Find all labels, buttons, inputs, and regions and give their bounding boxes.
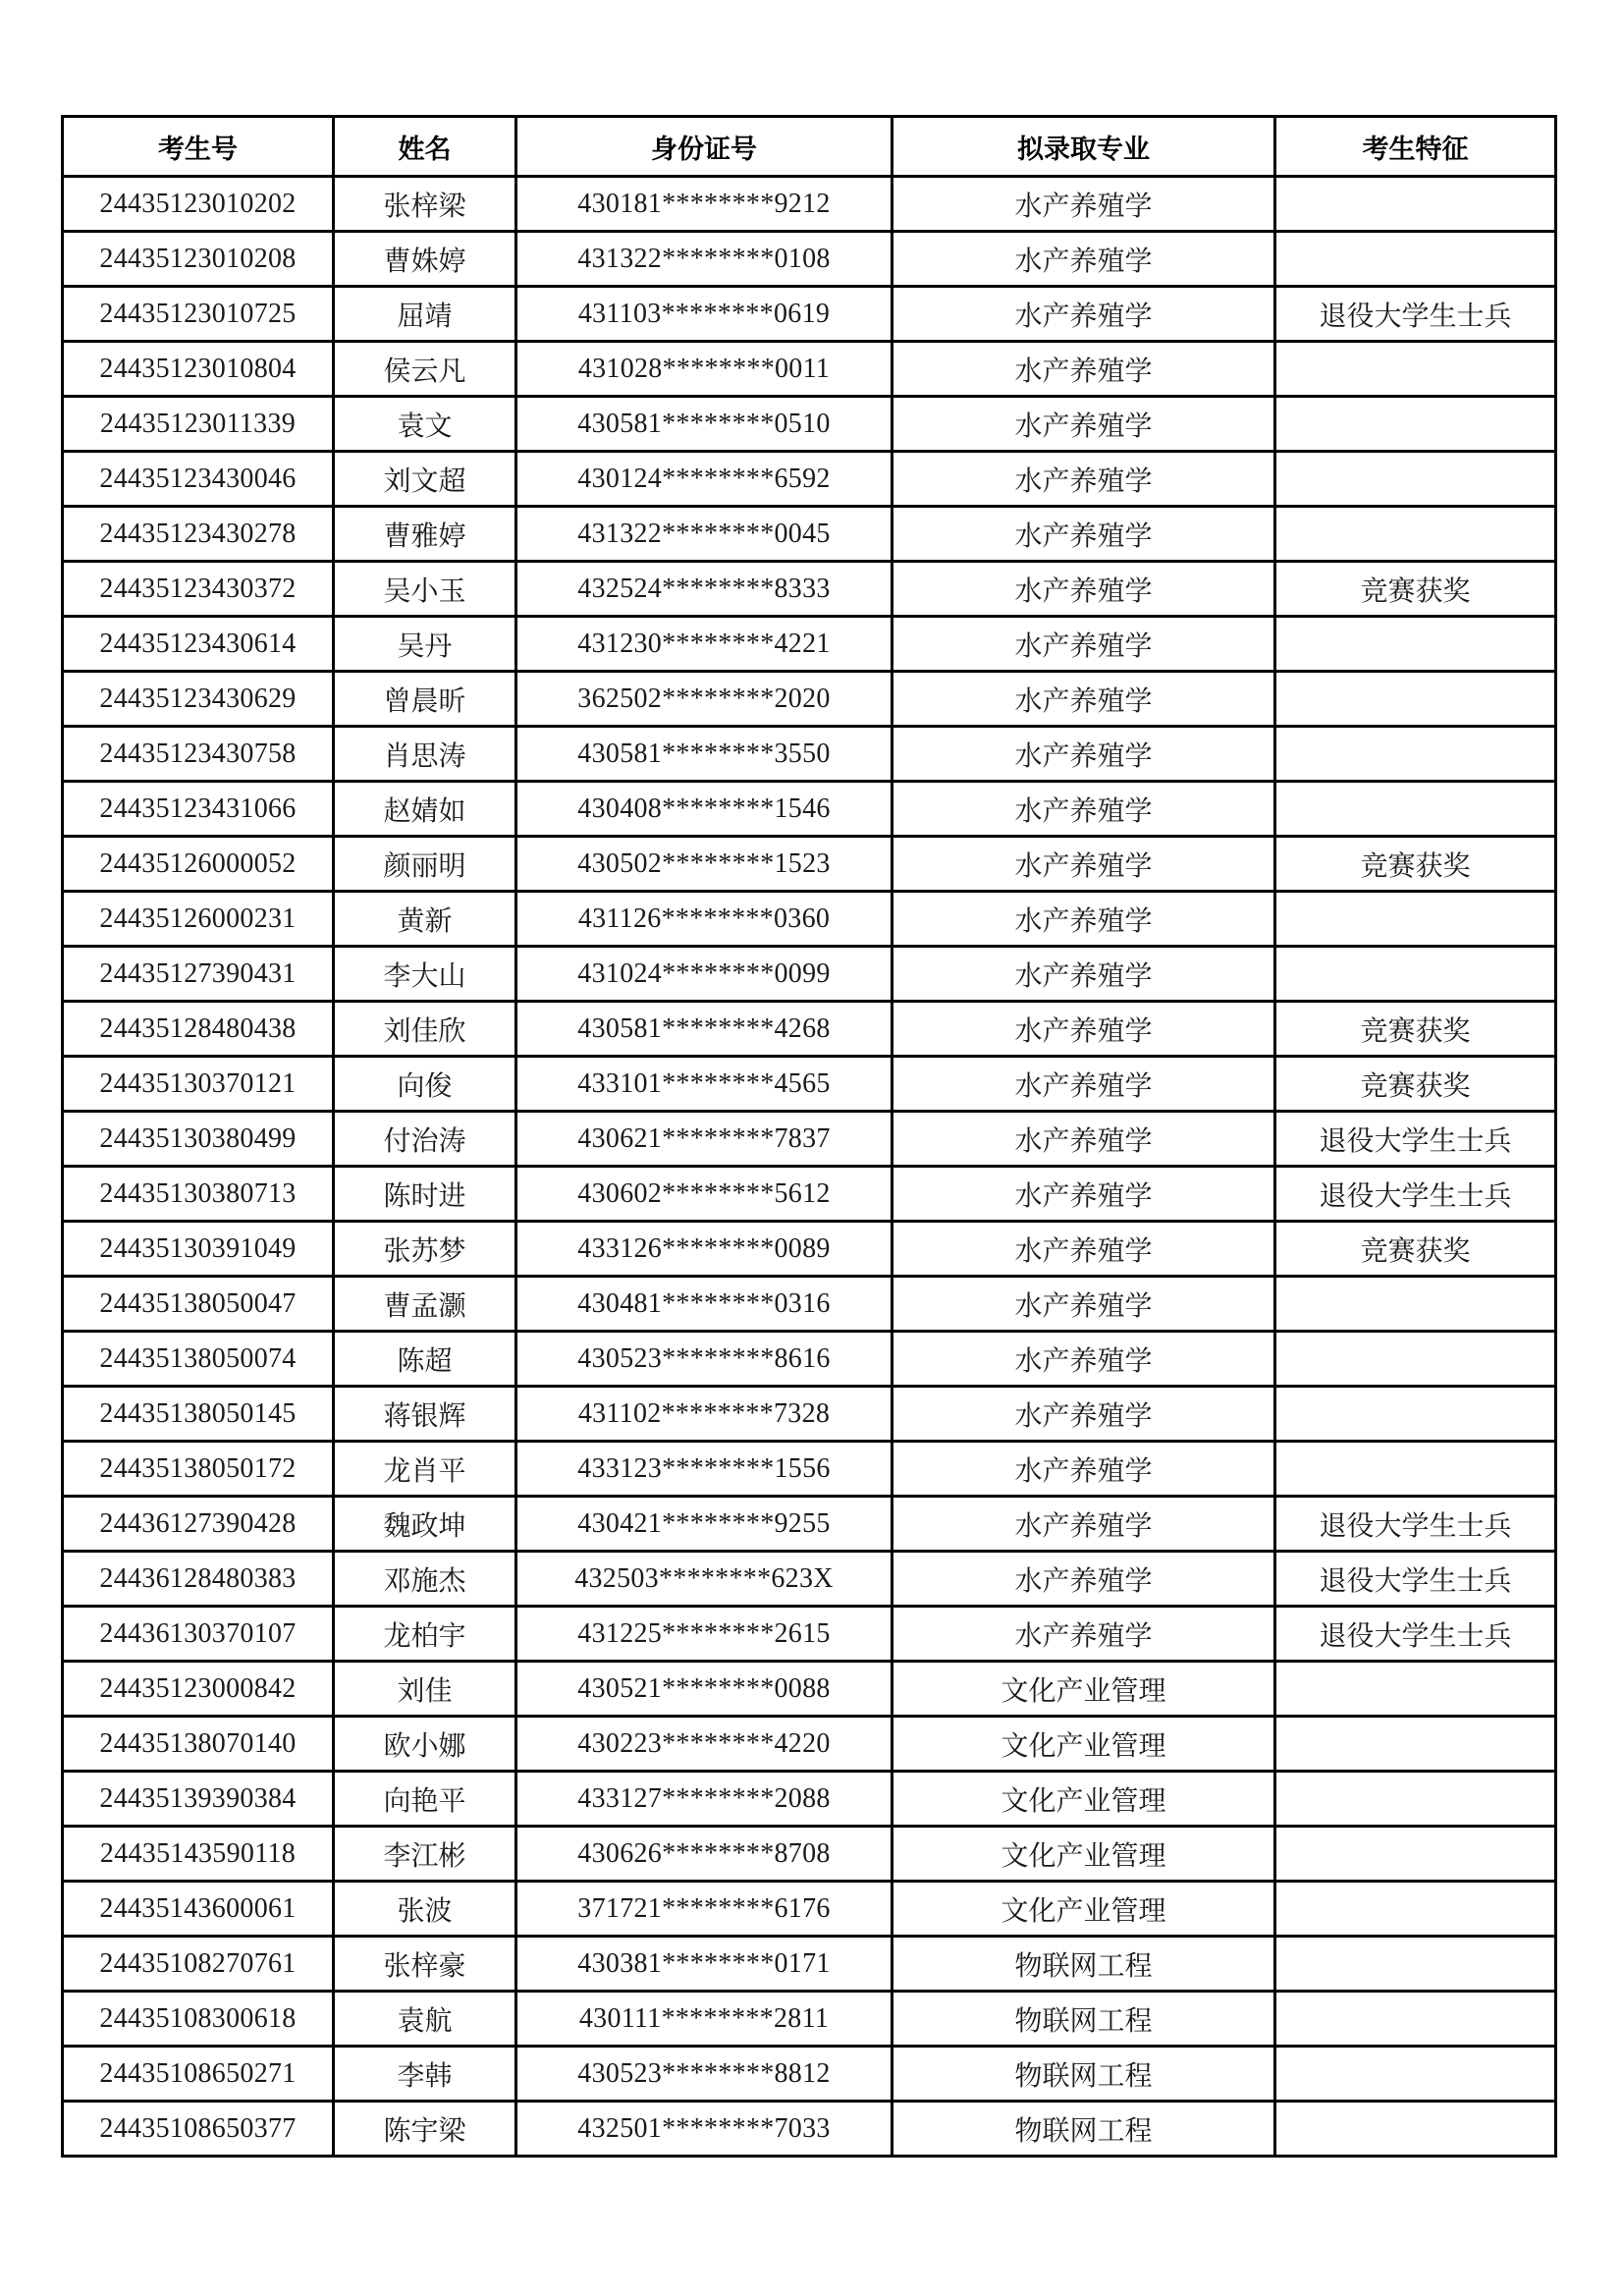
cell-feature: 竞赛获奖 — [1275, 1222, 1556, 1277]
cell-exam-number: 24435138050047 — [63, 1277, 334, 1332]
cell-id-number: 431230********4221 — [516, 617, 893, 672]
cell-id-number: 430626********8708 — [516, 1827, 893, 1882]
table-row — [63, 1882, 1556, 1937]
cell-exam-number: 24436127390428 — [63, 1497, 334, 1552]
cell-id-number: 430421********9255 — [516, 1497, 893, 1552]
table-row — [63, 617, 1556, 672]
cell-feature — [1275, 232, 1556, 287]
cell-name: 李韩 — [334, 2047, 516, 2102]
cell-exam-number: 24435138050172 — [63, 1442, 334, 1497]
cell-id-number: 430223********4220 — [516, 1717, 893, 1772]
cell-feature — [1275, 782, 1556, 837]
table-row — [63, 177, 1556, 232]
cell-id-number: 433101********4565 — [516, 1057, 893, 1112]
cell-feature: 退役大学生士兵 — [1275, 1607, 1556, 1662]
table-row — [63, 2047, 1556, 2102]
table-row — [63, 342, 1556, 397]
table-row — [63, 1607, 1556, 1662]
table-row — [63, 1552, 1556, 1607]
cell-major: 物联网工程 — [893, 1992, 1275, 2047]
cell-feature — [1275, 1442, 1556, 1497]
cell-major: 水产养殖学 — [893, 507, 1275, 562]
table-row — [63, 672, 1556, 727]
cell-exam-number: 24435108270761 — [63, 1937, 334, 1992]
cell-name: 屈靖 — [334, 287, 516, 342]
cell-feature — [1275, 727, 1556, 782]
cell-name: 魏政坤 — [334, 1497, 516, 1552]
cell-major: 水产养殖学 — [893, 1442, 1275, 1497]
cell-exam-number: 24436130370107 — [63, 1607, 334, 1662]
cell-name: 吴小玉 — [334, 562, 516, 617]
cell-name: 陈超 — [334, 1332, 516, 1387]
cell-name: 张梓豪 — [334, 1937, 516, 1992]
cell-feature — [1275, 1277, 1556, 1332]
cell-exam-number: 24435126000231 — [63, 892, 334, 947]
cell-exam-number: 24435108300618 — [63, 1992, 334, 2047]
cell-id-number: 431028********0011 — [516, 342, 893, 397]
table-row — [63, 2102, 1556, 2157]
cell-id-number: 430381********0171 — [516, 1937, 893, 1992]
cell-exam-number: 24435139390384 — [63, 1772, 334, 1827]
cell-major: 水产养殖学 — [893, 1112, 1275, 1167]
cell-major: 水产养殖学 — [893, 232, 1275, 287]
cell-id-number: 431225********2615 — [516, 1607, 893, 1662]
cell-exam-number: 24435143590118 — [63, 1827, 334, 1882]
cell-name: 曾晨昕 — [334, 672, 516, 727]
table-row — [63, 1057, 1556, 1112]
cell-id-number: 432501********7033 — [516, 2102, 893, 2157]
cell-exam-number: 24435130370121 — [63, 1057, 334, 1112]
cell-id-number: 431322********0108 — [516, 232, 893, 287]
cell-exam-number: 24435123010202 — [63, 177, 334, 232]
cell-major: 水产养殖学 — [893, 1332, 1275, 1387]
cell-feature — [1275, 1662, 1556, 1717]
cell-feature: 退役大学生士兵 — [1275, 1552, 1556, 1607]
header-name: 姓名 — [334, 117, 516, 177]
table-row — [63, 727, 1556, 782]
cell-id-number: 430181********9212 — [516, 177, 893, 232]
cell-feature — [1275, 1992, 1556, 2047]
cell-feature — [1275, 342, 1556, 397]
header-feature: 考生特征 — [1275, 117, 1556, 177]
cell-major: 水产养殖学 — [893, 562, 1275, 617]
cell-feature — [1275, 1332, 1556, 1387]
table-row — [63, 1497, 1556, 1552]
header-id-number: 身份证号 — [516, 117, 893, 177]
cell-name: 向俊 — [334, 1057, 516, 1112]
table-row — [63, 1002, 1556, 1057]
table-row — [63, 1992, 1556, 2047]
cell-feature — [1275, 452, 1556, 507]
cell-major: 文化产业管理 — [893, 1882, 1275, 1937]
cell-name: 颜丽明 — [334, 837, 516, 892]
cell-name: 龙肖平 — [334, 1442, 516, 1497]
cell-id-number: 430502********1523 — [516, 837, 893, 892]
cell-id-number: 430124********6592 — [516, 452, 893, 507]
cell-name: 曹姝婷 — [334, 232, 516, 287]
cell-name: 吴丹 — [334, 617, 516, 672]
table-row — [63, 947, 1556, 1002]
cell-major: 物联网工程 — [893, 2102, 1275, 2157]
table-body — [63, 177, 1556, 2157]
cell-major: 水产养殖学 — [893, 342, 1275, 397]
cell-feature — [1275, 2047, 1556, 2102]
table-row — [63, 287, 1556, 342]
table-row — [63, 892, 1556, 947]
cell-major: 水产养殖学 — [893, 287, 1275, 342]
table-header-row — [63, 117, 1556, 177]
cell-id-number: 430408********1546 — [516, 782, 893, 837]
cell-exam-number: 24435123010725 — [63, 287, 334, 342]
cell-feature — [1275, 617, 1556, 672]
cell-id-number: 431322********0045 — [516, 507, 893, 562]
cell-exam-number: 24435138050145 — [63, 1387, 334, 1442]
cell-name: 侯云凡 — [334, 342, 516, 397]
cell-id-number: 431024********0099 — [516, 947, 893, 1002]
cell-feature — [1275, 1772, 1556, 1827]
table-row — [63, 1112, 1556, 1167]
cell-major: 水产养殖学 — [893, 1222, 1275, 1277]
cell-id-number: 430521********0088 — [516, 1662, 893, 1717]
cell-id-number: 433123********1556 — [516, 1442, 893, 1497]
cell-major: 水产养殖学 — [893, 1387, 1275, 1442]
cell-name: 蒋银辉 — [334, 1387, 516, 1442]
admission-table — [61, 115, 1557, 2158]
cell-name: 陈宇梁 — [334, 2102, 516, 2157]
cell-feature: 竞赛获奖 — [1275, 562, 1556, 617]
cell-feature — [1275, 892, 1556, 947]
cell-major: 水产养殖学 — [893, 1057, 1275, 1112]
cell-major: 文化产业管理 — [893, 1827, 1275, 1882]
cell-major: 水产养殖学 — [893, 837, 1275, 892]
cell-exam-number: 24435123000842 — [63, 1662, 334, 1717]
cell-id-number: 371721********6176 — [516, 1882, 893, 1937]
cell-name: 刘佳 — [334, 1662, 516, 1717]
cell-exam-number: 24435108650377 — [63, 2102, 334, 2157]
cell-major: 水产养殖学 — [893, 1002, 1275, 1057]
cell-major: 文化产业管理 — [893, 1717, 1275, 1772]
cell-feature — [1275, 2102, 1556, 2157]
cell-exam-number: 24435108650271 — [63, 2047, 334, 2102]
cell-id-number: 430481********0316 — [516, 1277, 893, 1332]
cell-name: 向艳平 — [334, 1772, 516, 1827]
cell-exam-number: 24435128480438 — [63, 1002, 334, 1057]
cell-exam-number: 24435123430629 — [63, 672, 334, 727]
header-exam-number: 考生号 — [63, 117, 334, 177]
cell-exam-number: 24435130380499 — [63, 1112, 334, 1167]
table-row — [63, 1717, 1556, 1772]
table-row — [63, 1662, 1556, 1717]
cell-exam-number: 24435123430278 — [63, 507, 334, 562]
cell-name: 张苏梦 — [334, 1222, 516, 1277]
cell-id-number: 430581********3550 — [516, 727, 893, 782]
cell-feature: 退役大学生士兵 — [1275, 1167, 1556, 1222]
cell-id-number: 432524********8333 — [516, 562, 893, 617]
cell-id-number: 430581********4268 — [516, 1002, 893, 1057]
cell-feature — [1275, 947, 1556, 1002]
cell-exam-number: 24435130391049 — [63, 1222, 334, 1277]
table-row — [63, 562, 1556, 617]
cell-major: 文化产业管理 — [893, 1662, 1275, 1717]
cell-name: 刘文超 — [334, 452, 516, 507]
cell-exam-number: 24435138050074 — [63, 1332, 334, 1387]
cell-major: 水产养殖学 — [893, 727, 1275, 782]
table-row — [63, 1772, 1556, 1827]
table-row — [63, 1332, 1556, 1387]
cell-major: 文化产业管理 — [893, 1772, 1275, 1827]
cell-major: 水产养殖学 — [893, 177, 1275, 232]
cell-major: 物联网工程 — [893, 2047, 1275, 2102]
cell-major: 水产养殖学 — [893, 947, 1275, 1002]
cell-feature — [1275, 1882, 1556, 1937]
cell-feature — [1275, 1937, 1556, 1992]
cell-feature: 竞赛获奖 — [1275, 1057, 1556, 1112]
cell-name: 黄新 — [334, 892, 516, 947]
cell-exam-number: 24435143600061 — [63, 1882, 334, 1937]
table-row — [63, 1827, 1556, 1882]
cell-feature: 退役大学生士兵 — [1275, 287, 1556, 342]
cell-id-number: 430523********8812 — [516, 2047, 893, 2102]
table-row — [63, 1167, 1556, 1222]
cell-name: 曹孟灏 — [334, 1277, 516, 1332]
cell-feature: 退役大学生士兵 — [1275, 1497, 1556, 1552]
cell-id-number: 362502********2020 — [516, 672, 893, 727]
table-row — [63, 232, 1556, 287]
table-row — [63, 1387, 1556, 1442]
cell-exam-number: 24435127390431 — [63, 947, 334, 1002]
cell-id-number: 430111********2811 — [516, 1992, 893, 2047]
cell-exam-number: 24435126000052 — [63, 837, 334, 892]
cell-id-number: 433126********0089 — [516, 1222, 893, 1277]
cell-name: 李大山 — [334, 947, 516, 1002]
cell-exam-number: 24435123430046 — [63, 452, 334, 507]
cell-exam-number: 24435130380713 — [63, 1167, 334, 1222]
cell-major: 水产养殖学 — [893, 617, 1275, 672]
cell-major: 水产养殖学 — [893, 1277, 1275, 1332]
cell-name: 曹雅婷 — [334, 507, 516, 562]
table-row — [63, 1277, 1556, 1332]
cell-major: 水产养殖学 — [893, 672, 1275, 727]
cell-feature: 竞赛获奖 — [1275, 1002, 1556, 1057]
cell-major: 水产养殖学 — [893, 1167, 1275, 1222]
cell-major: 水产养殖学 — [893, 1607, 1275, 1662]
cell-id-number: 430621********7837 — [516, 1112, 893, 1167]
cell-feature — [1275, 672, 1556, 727]
cell-id-number: 432503********623X — [516, 1552, 893, 1607]
cell-exam-number: 24435123431066 — [63, 782, 334, 837]
cell-name: 袁航 — [334, 1992, 516, 2047]
cell-name: 张梓梁 — [334, 177, 516, 232]
table-row — [63, 837, 1556, 892]
table-row — [63, 507, 1556, 562]
cell-major: 水产养殖学 — [893, 452, 1275, 507]
cell-exam-number: 24435123430372 — [63, 562, 334, 617]
cell-feature — [1275, 397, 1556, 452]
cell-feature — [1275, 507, 1556, 562]
table-row — [63, 397, 1556, 452]
cell-id-number: 433127********2088 — [516, 1772, 893, 1827]
cell-id-number: 431103********0619 — [516, 287, 893, 342]
cell-id-number: 431126********0360 — [516, 892, 893, 947]
table-row — [63, 1937, 1556, 1992]
cell-exam-number: 24435123010208 — [63, 232, 334, 287]
cell-exam-number: 24435138070140 — [63, 1717, 334, 1772]
cell-major: 水产养殖学 — [893, 1552, 1275, 1607]
cell-major: 水产养殖学 — [893, 397, 1275, 452]
cell-exam-number: 24435123430758 — [63, 727, 334, 782]
cell-id-number: 431102********7328 — [516, 1387, 893, 1442]
cell-feature — [1275, 1387, 1556, 1442]
cell-name: 赵婧如 — [334, 782, 516, 837]
cell-major: 水产养殖学 — [893, 892, 1275, 947]
cell-major: 水产养殖学 — [893, 782, 1275, 837]
cell-name: 邓施杰 — [334, 1552, 516, 1607]
cell-major: 物联网工程 — [893, 1937, 1275, 1992]
cell-name: 欧小娜 — [334, 1717, 516, 1772]
cell-exam-number: 24435123011339 — [63, 397, 334, 452]
cell-name: 袁文 — [334, 397, 516, 452]
cell-feature — [1275, 177, 1556, 232]
cell-name: 付治涛 — [334, 1112, 516, 1167]
table-row — [63, 452, 1556, 507]
cell-exam-number: 24435123430614 — [63, 617, 334, 672]
cell-name: 张波 — [334, 1882, 516, 1937]
cell-feature — [1275, 1717, 1556, 1772]
cell-exam-number: 24436128480383 — [63, 1552, 334, 1607]
table-row — [63, 1442, 1556, 1497]
cell-name: 刘佳欣 — [334, 1002, 516, 1057]
cell-name: 陈时进 — [334, 1167, 516, 1222]
header-major: 拟录取专业 — [893, 117, 1275, 177]
table-row — [63, 1222, 1556, 1277]
cell-exam-number: 24435123010804 — [63, 342, 334, 397]
cell-name: 李江彬 — [334, 1827, 516, 1882]
cell-feature — [1275, 1827, 1556, 1882]
cell-id-number: 430581********0510 — [516, 397, 893, 452]
cell-feature: 退役大学生士兵 — [1275, 1112, 1556, 1167]
cell-id-number: 430602********5612 — [516, 1167, 893, 1222]
cell-name: 肖思涛 — [334, 727, 516, 782]
cell-major: 水产养殖学 — [893, 1497, 1275, 1552]
cell-feature: 竞赛获奖 — [1275, 837, 1556, 892]
cell-name: 龙柏宇 — [334, 1607, 516, 1662]
table-row — [63, 782, 1556, 837]
cell-id-number: 430523********8616 — [516, 1332, 893, 1387]
